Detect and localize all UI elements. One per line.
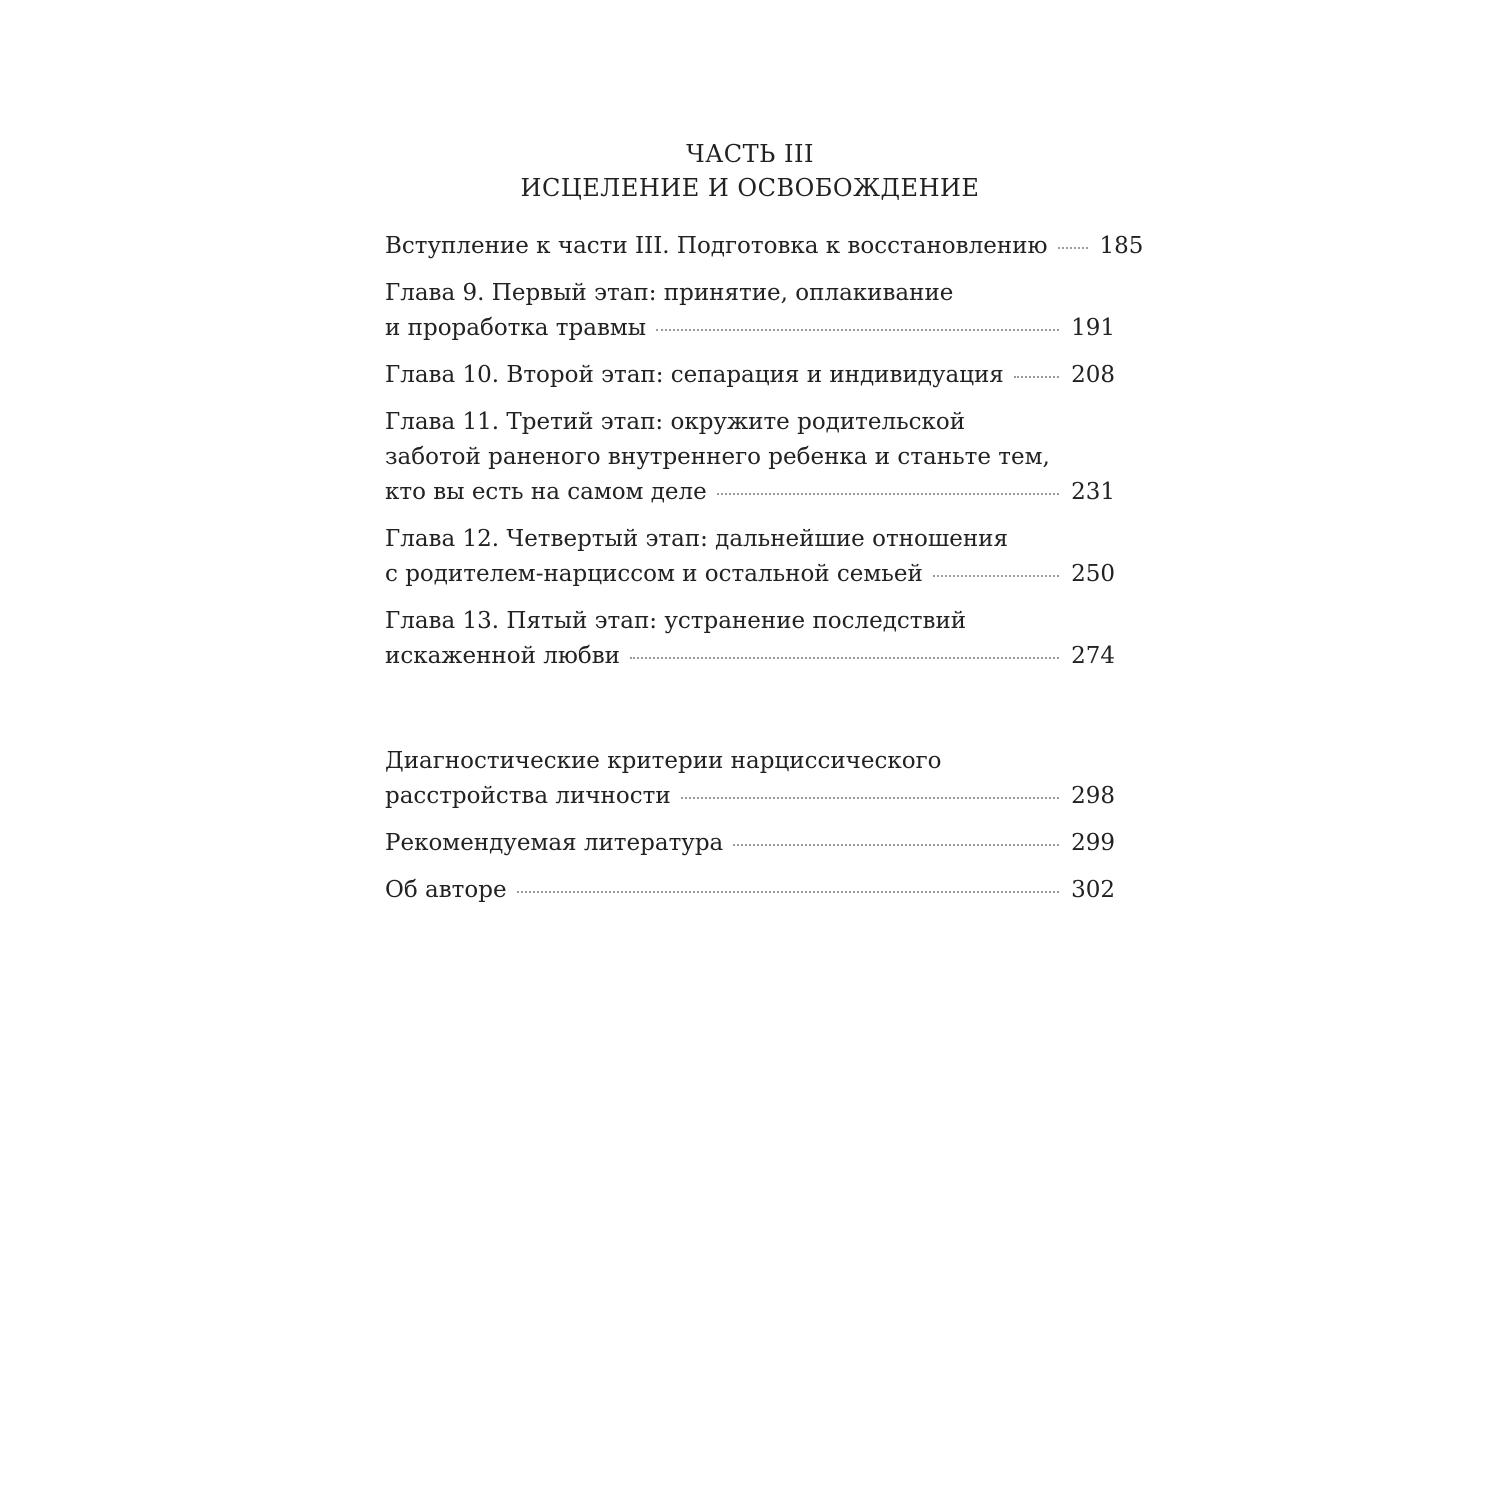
toc-entry-chapter-13: [385, 604, 1115, 674]
toc-entry-title: и проработка травмы: [385, 315, 647, 341]
toc-page-number: 274: [1071, 643, 1115, 669]
toc-entry-title: искаженной любви: [385, 643, 620, 669]
dot-leader: [1058, 247, 1088, 249]
toc-entry-title: Вступление к части III. Подготовка к восстановлению: [385, 233, 1048, 259]
toc-page-number: 298: [1071, 783, 1115, 809]
toc-entry-chapter-10: [385, 358, 1115, 393]
toc-page-number: 302: [1071, 877, 1115, 903]
toc-entry-line: [385, 229, 1144, 264]
toc-entry-line: [385, 358, 1115, 393]
toc-entry-title: Рекомендуемая литература: [385, 830, 724, 856]
toc-page-number: 185: [1099, 233, 1144, 259]
toc-entry-title-line: заботой раненого внутреннего ребенка и станьте тем,: [385, 444, 1050, 470]
toc-page-number: 231: [1071, 479, 1115, 505]
toc-page-number: 208: [1071, 362, 1115, 388]
toc-entry-title: Об авторе: [385, 877, 507, 903]
toc-entry-title: с родителем-нарциссом и остальной семьей: [385, 561, 923, 587]
toc-entry-line: [385, 639, 1115, 674]
toc-entry-diagnostic-criteria: [385, 744, 1115, 814]
dot-leader: [630, 657, 1059, 659]
dot-leader: [733, 844, 1059, 846]
dot-leader: [517, 891, 1060, 893]
section-spacer: [385, 686, 1115, 744]
toc-entry-title-line: Глава 13. Пятый этап: устранение последствий: [385, 608, 967, 634]
table-of-contents: [385, 229, 1144, 920]
toc-entry-recommended-literature: [385, 826, 1115, 861]
dot-leader: [717, 493, 1059, 495]
toc-entry-about-author: [385, 873, 1115, 908]
toc-page-number: 299: [1071, 830, 1115, 856]
toc-entry-chapter-12: [385, 522, 1115, 592]
toc-entry-chapter-9: [385, 276, 1115, 346]
toc-entry-title: кто вы есть на самом деле: [385, 479, 707, 505]
toc-entry-line: [385, 826, 1115, 861]
toc-page-number: 191: [1071, 315, 1115, 341]
toc-entry-introduction: [385, 229, 1144, 264]
toc-entry-line: [385, 557, 1115, 592]
dot-leader: [933, 575, 1059, 577]
toc-entry-title-line: Глава 12. Четвертый этап: дальнейшие отношения: [385, 526, 1009, 552]
part-title: ИСЦЕЛЕНИЕ И ОСВОБОЖДЕНИЕ: [520, 174, 980, 202]
toc-entry-line: [385, 311, 1115, 346]
toc-entry-title-line: Диагностические критерии нарциссического: [385, 748, 942, 774]
toc-entry-title-line: Глава 9. Первый этап: принятие, оплакивание: [385, 280, 954, 306]
toc-entry-line: [385, 475, 1115, 510]
toc-entry-line: [385, 779, 1115, 814]
part-label: ЧАСТЬ III: [686, 140, 814, 168]
dot-leader: [681, 797, 1059, 799]
toc-entry-title: расстройства личности: [385, 783, 671, 809]
dot-leader: [1014, 376, 1059, 378]
dot-leader: [656, 329, 1059, 331]
toc-entry-title-line: Глава 11. Третий этап: окружите родительской: [385, 409, 966, 435]
toc-entry-chapter-11: [385, 405, 1115, 510]
toc-entry-line: [385, 873, 1115, 908]
toc-page-number: 250: [1071, 561, 1115, 587]
toc-entry-title: Глава 10. Второй этап: сепарация и индивидуация: [385, 362, 1004, 388]
